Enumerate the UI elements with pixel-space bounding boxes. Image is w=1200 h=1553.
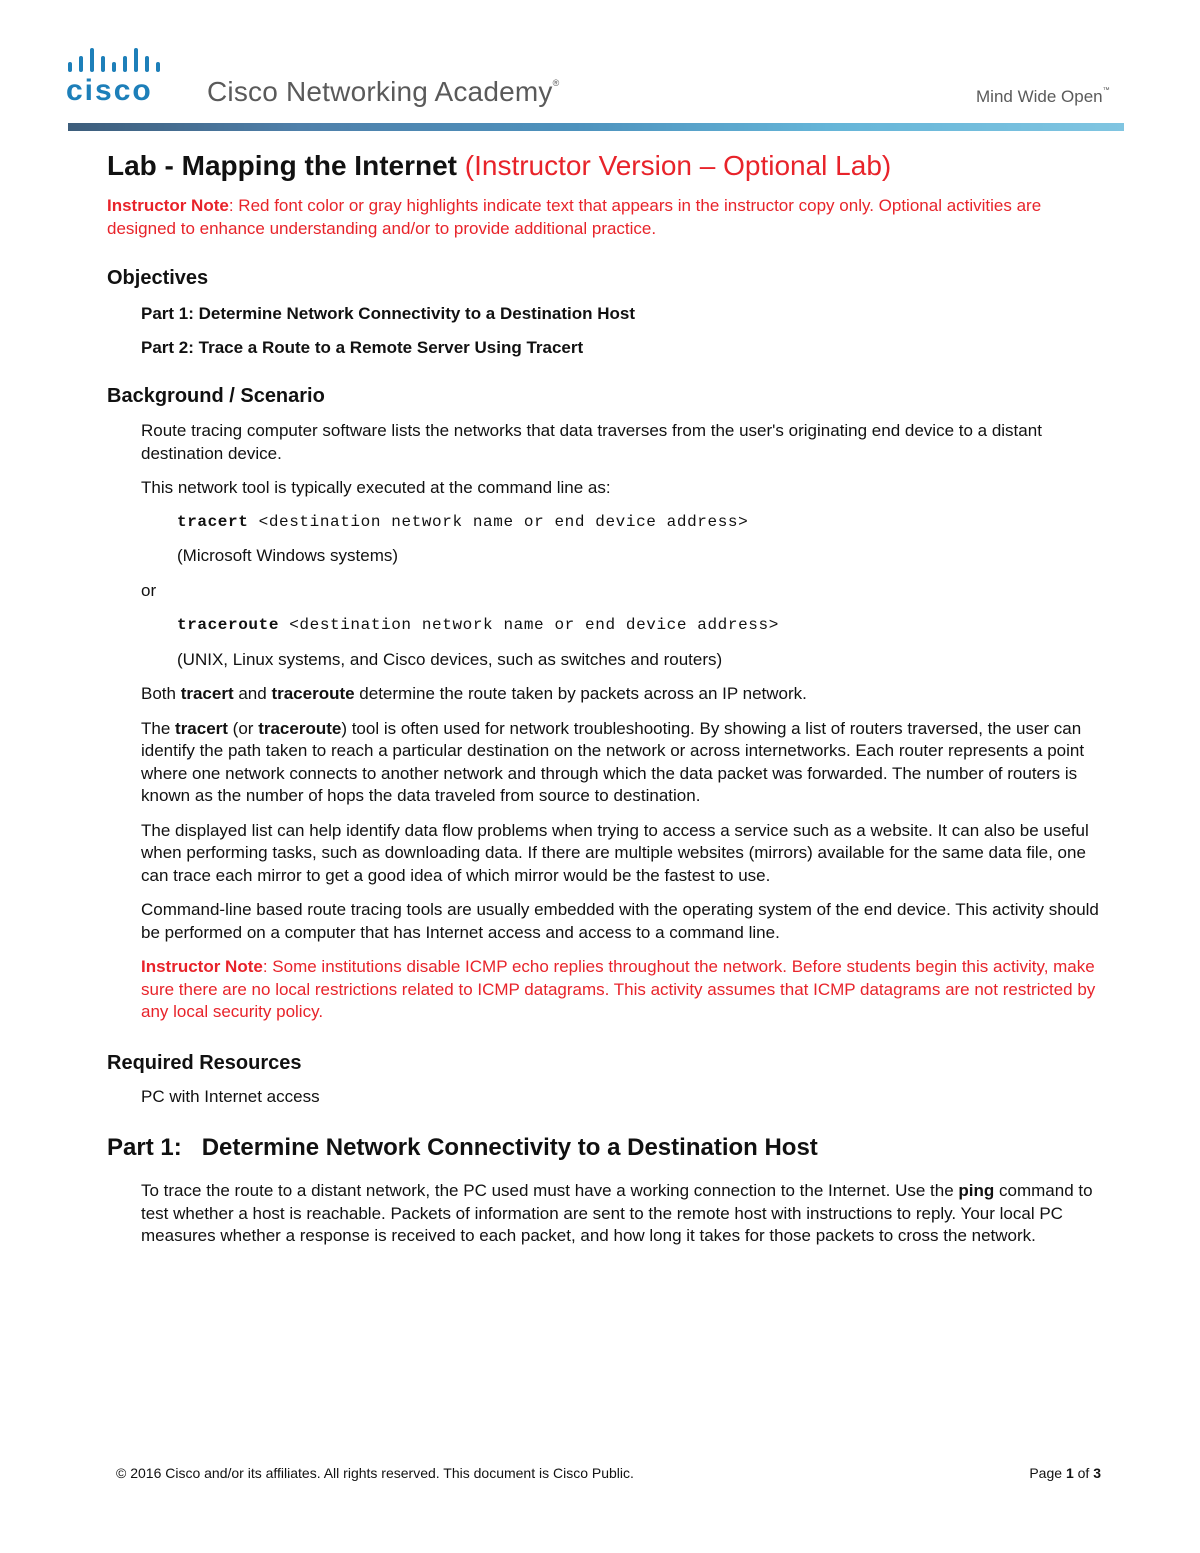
cisco-wordmark: cisco	[66, 74, 153, 107]
background-paragraph: Route tracing computer software lists the networks that data traverses from the user's originating end device to a distant destination device.	[141, 421, 1042, 463]
tagline: Mind Wide Open™	[976, 87, 1110, 106]
command-traceroute: traceroute <destination network name or end device address>	[177, 616, 779, 634]
background-paragraph: This network tool is typically executed at the command line as:	[141, 478, 611, 497]
document-body	[107, 147, 1107, 1248]
part1-heading: Part 1: Determine Network Connectivity to a Destination Host	[107, 1134, 818, 1161]
objective-item: Part 1: Determine Network Connectivity to a Destination Host	[141, 304, 636, 323]
part1-paragraph: To trace the route to a distant network, the PC used must have a working connection to the Internet. Use the ping command to test whether a host is reachable. Packets of information are sent to the remote host with instructions to reply. Your local PC measures whether a response is received to each packet, and how long it takes for those packets to cross the network.	[141, 1181, 1093, 1245]
header-gradient-bar	[68, 123, 1124, 131]
instructor-note-1: Instructor Note: Red font color or gray highlights indicate text that appears in the instructor copy only. Optional activities are designed to enhance understanding and/or to provide additional practice.	[107, 196, 1042, 238]
page-number: Page 1 of 3	[1029, 1465, 1101, 1481]
page-title: Lab - Mapping the Internet (Instructor Version – Optional Lab)	[107, 150, 892, 181]
academy-name: Cisco Networking Academy®	[207, 76, 560, 107]
background-paragraph: Command-line based route tracing tools are usually embedded with the operating system of the end device. This activity should be performed on a computer that has Internet access and access to a command line.	[141, 900, 1099, 942]
page-footer	[116, 1465, 1101, 1481]
command-tracert: tracert <destination network name or end device address>	[177, 512, 749, 531]
objectives-heading: Objectives	[107, 267, 209, 289]
copyright-text: © 2016 Cisco and/or its affiliates. All rights reserved. This document is Cisco Public.	[116, 1465, 634, 1481]
cisco-logo	[66, 44, 186, 109]
command-note: (Microsoft Windows systems)	[177, 546, 399, 565]
resources-heading: Required Resources	[107, 1051, 302, 1074]
command-note: (UNIX, Linux systems, and Cisco devices, such as switches and routers)	[177, 649, 723, 669]
or-text: or	[141, 580, 157, 600]
background-paragraph: The tracert (or traceroute) tool is often used for network troubleshooting. By showing a list of routers traversed, the user can identify the path taken to reach a particular destination on the network or across internetworks. Each router represents a point where one network connects to another network and through which the data packet was forwarded. The number of routers is known as the number of hops the data traveled from source to destination.	[141, 718, 1085, 805]
background-paragraph: The displayed list can help identify data flow problems when trying to access a service such as a website. It can also be useful when performing tasks, such as downloading data. If there are multiple websites (mirrors) available for the same data file, one can trace each mirror to get a good idea of which mirror would be the fastest to use.	[141, 820, 1089, 885]
instructor-note-2: Instructor Note: Some institutions disable ICMP echo replies throughout the network. Before students begin this activity, make sure there are no local restrictions related to ICMP datagrams. This activity assumes that ICMP datagrams are not restricted by any local security policy.	[141, 957, 1096, 1021]
background-heading: Background / Scenario	[107, 385, 325, 407]
resource-item: PC with Internet access	[141, 1086, 320, 1106]
background-paragraph: Both tracert and traceroute determine the route taken by packets across an IP network.	[141, 684, 807, 703]
objective-item: Part 2: Trace a Route to a Remote Server Using Tracert	[141, 338, 584, 357]
